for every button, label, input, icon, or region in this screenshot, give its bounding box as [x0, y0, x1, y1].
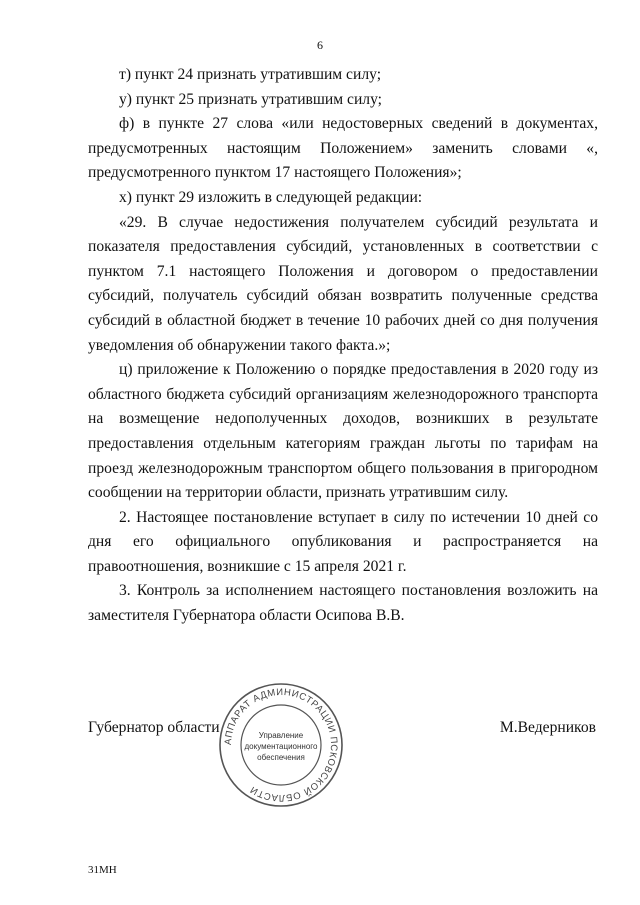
signature-title: Губернатор области	[88, 719, 220, 736]
seal-line-1: Управление	[258, 731, 304, 740]
seal-line-3: обеспечения	[257, 753, 305, 762]
paragraph-quote-29: «29. В случае недостижения получателем субсидий результата и показателя предоставления субсидий, установленных в соответствии с пунктом 7.1 настоящего Положения и договором о предоставлении субсидий, получатель субсидий обязан возвратить полученные средства субсидий в областной бюджет в течение 10 рабочих дней со дня получения уведомления об обнаружении такого факта.»;	[88, 213, 598, 354]
paragraph-item-t: т) пункт 24 признать утратившим силу;	[119, 66, 382, 83]
seal-ring-text: АППАРАТ АДМИНИСТРАЦИИ ПСКОВСКОЙ ОБЛАСТИ	[222, 686, 340, 804]
official-seal	[216, 680, 346, 810]
paragraph-item-f: ф) в пункте 27 слова «или недостоверных сведений в документах, предусмотренных настоящим Положением» заменить словами «, предусмотренного пунктом 17 настоящего Положения»;	[88, 115, 598, 182]
paragraph-clause-2: 2. Настоящее постановление вступает в силу по истечении 10 дней со дня его официального опубликования и распространяется на правоотношения, возникшие с 15 апреля 2021 г.	[88, 508, 598, 575]
document-body	[88, 63, 598, 629]
signature-name: М.Ведерников	[499, 719, 596, 736]
paragraph-clause-3: 3. Контроль за исполнением настоящего постановления возложить на заместителя Губернатора области Осипова В.В.	[88, 582, 598, 625]
document-code: 31МН	[88, 864, 117, 876]
paragraph-item-kh: х) пункт 29 изложить в следующей редакции:	[119, 188, 423, 206]
paragraph-item-u: у) пункт 25 признать утратившим силу;	[119, 90, 383, 108]
paragraph-item-ts: ц) приложение к Положению о порядке предоставления в 2020 году из областного бюджета субсидий организациям железнодорожного транспорта на возмещение недополученных доходов, возникших в результате предоставления отдельным категориям граждан льготы по тарифам на проезд железнодорожным транспортом общего пользования в пригородном сообщении на территории области, признать утратившим силу.	[88, 361, 598, 502]
page-number: 6	[317, 38, 323, 52]
seal-line-2: документационного	[244, 742, 318, 751]
